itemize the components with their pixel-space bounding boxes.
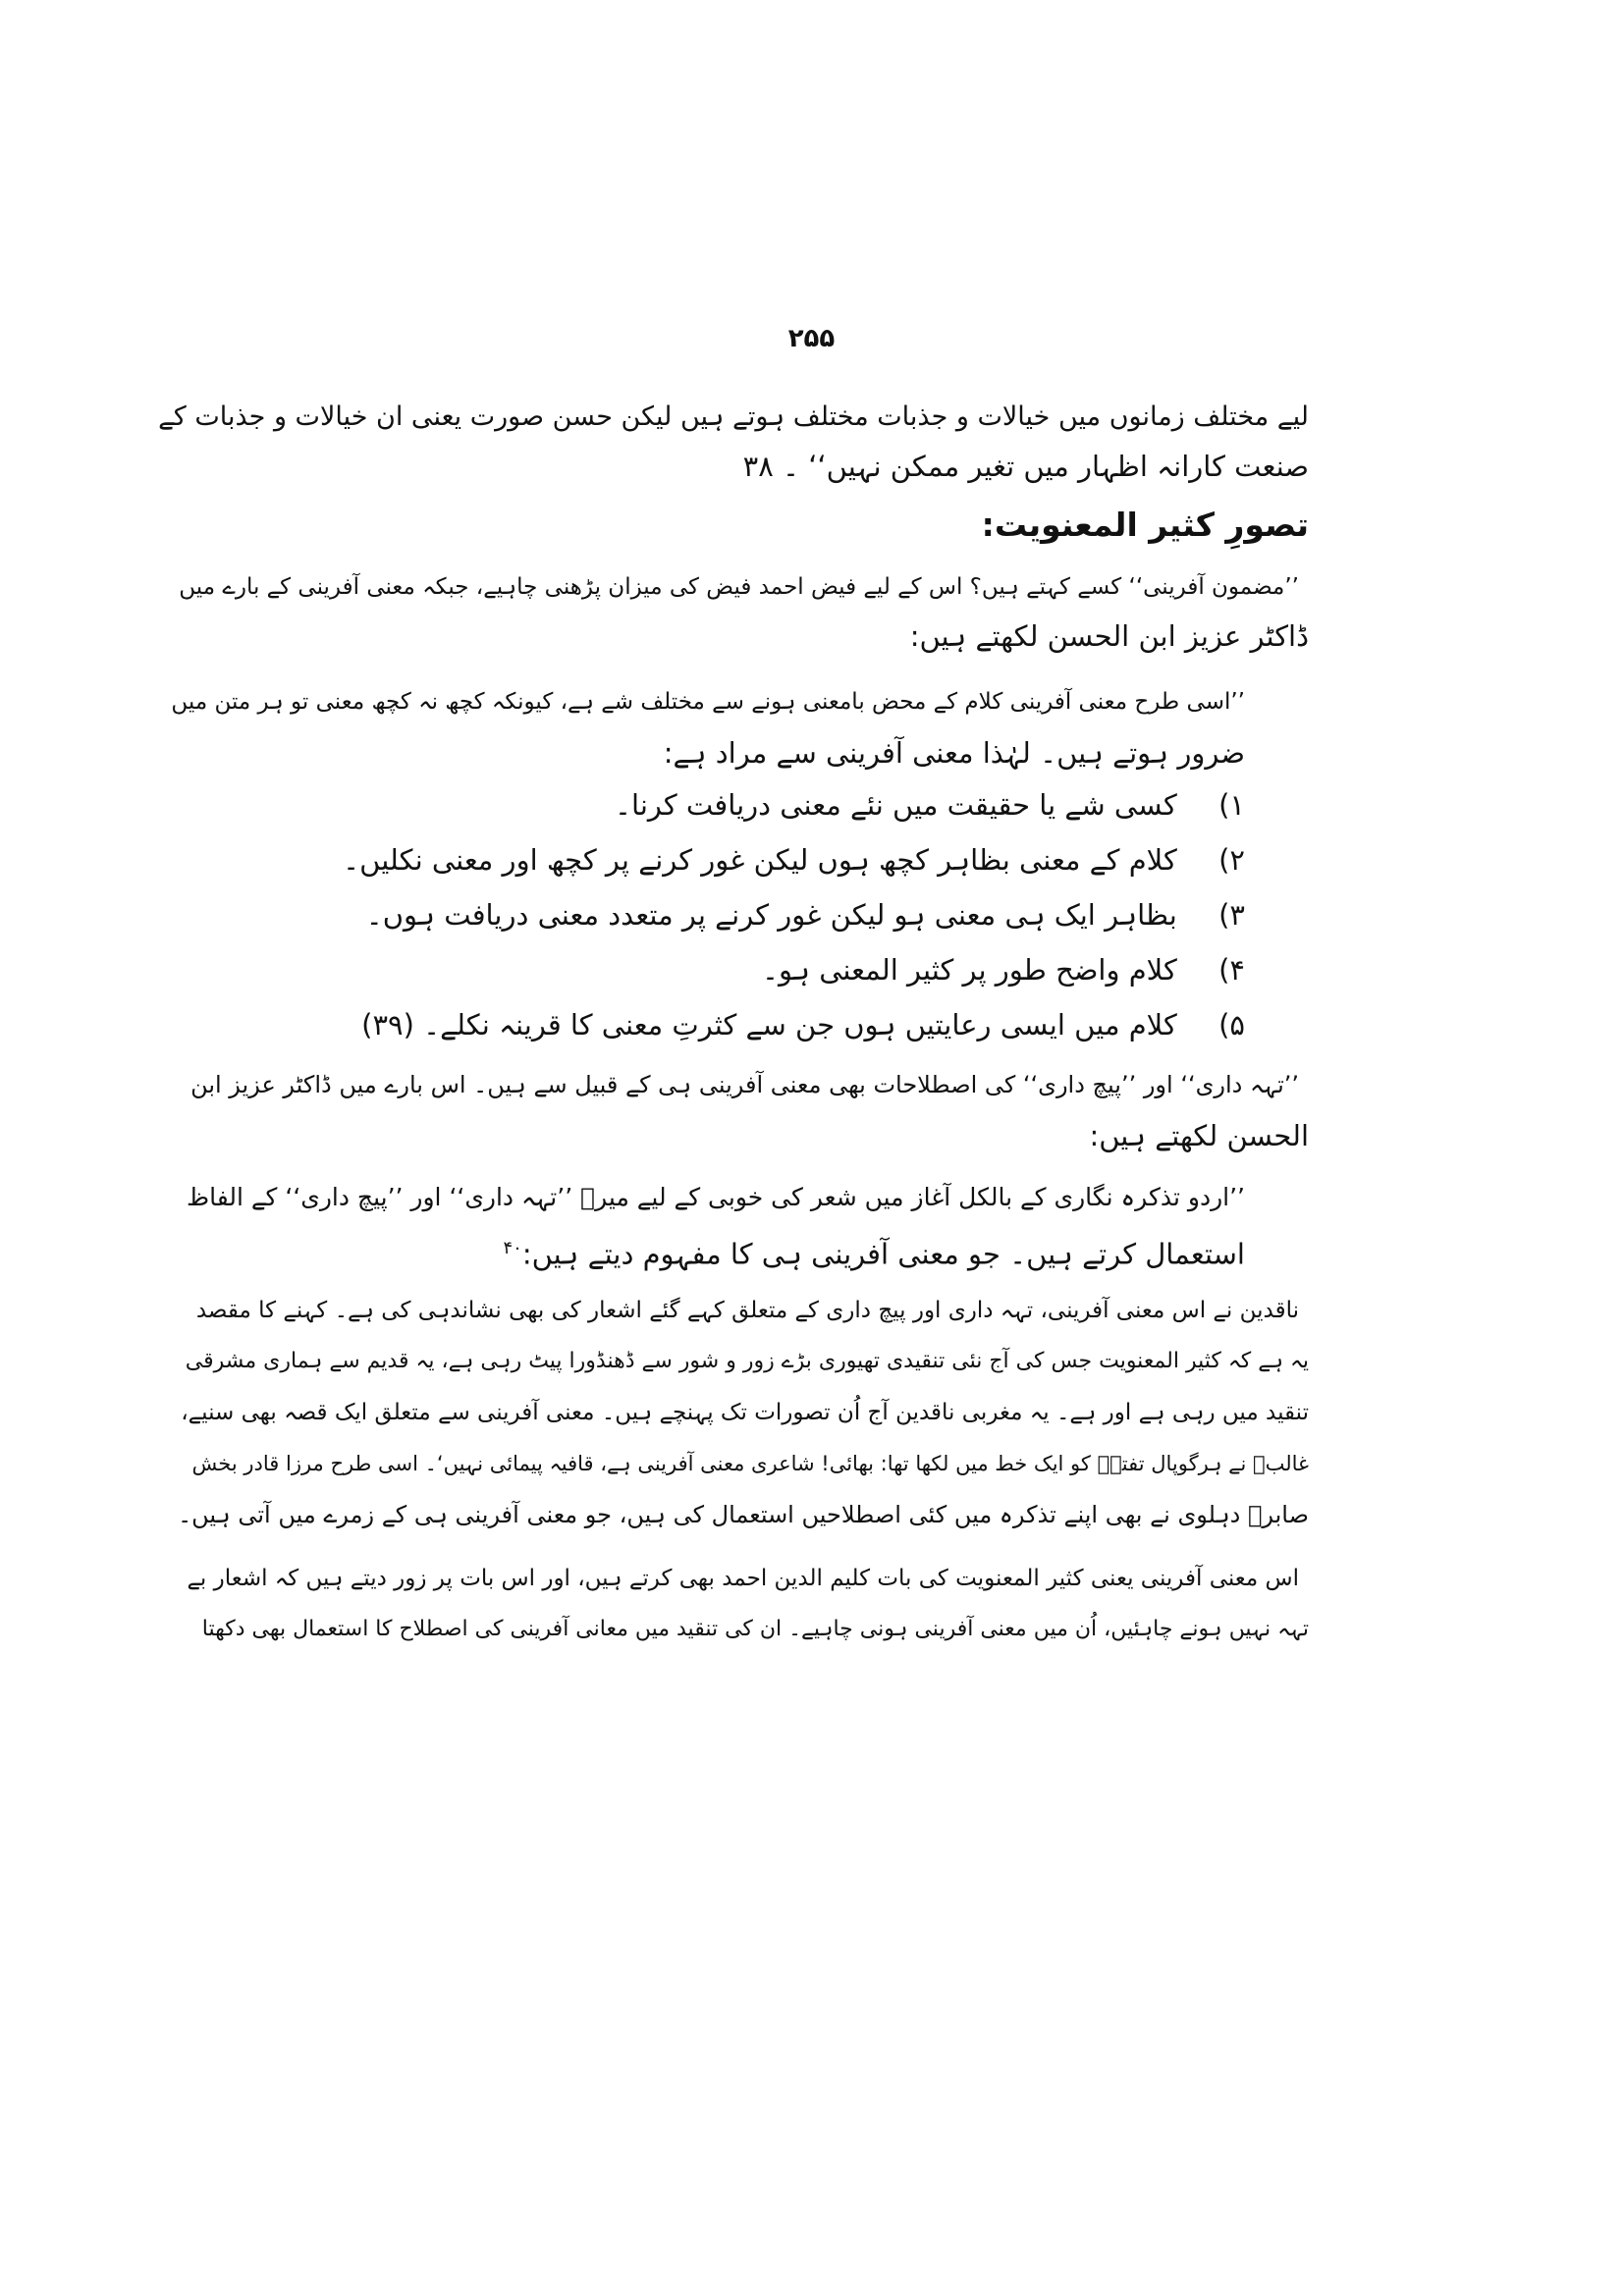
list-item	[343, 840, 1245, 880]
quote-1-line-1: ’’اسی طرح معنی آفرینی کلام کے محض بامعنی ہونے سے مختلف شے ہے، کیونکہ کچھ نہ کچھ معنی تو ہر متن میں	[171, 689, 1245, 715]
list-item-text: کسی شے یا حقیقت میں نئے معنی دریافت کرنا۔	[615, 788, 1177, 822]
paragraph-1-line-1: ’’مضمون آفرینی‘‘ کسے کہتے ہیں؟ اس کے لیے فیض احمد فیض کی میزان پڑھنی چاہیے، جبکہ معنی آفرینی کے بارے میں	[179, 574, 1299, 600]
list-item	[366, 895, 1245, 934]
list-item-number: ۵)	[1218, 1008, 1245, 1041]
paragraph-3-line-2: یہ ہے کہ کثیر المعنویت جس کی آج نئی تنقیدی تھیوری بڑے زور و شور سے ڈھنڈورا پیٹ رہی ہے، یہ قدیم سے ہماری مشرقی	[185, 1349, 1309, 1373]
quote-2-line-2	[503, 1229, 1245, 1274]
quote-1-line-2: ضرور ہوتے ہیں۔ لہٰذا معنی آفرینی سے مراد ہے:	[663, 736, 1245, 770]
list-item	[762, 950, 1245, 989]
continuation-line-1: لیے مختلف زمانوں میں خیالات و جذبات مختلف ہوتے ہیں لیکن حسن صورت یعنی ان خیالات و جذبات کے	[158, 401, 1309, 432]
list-item-text: کلام واضح طور پر کثیر المعنی ہو۔	[762, 953, 1177, 987]
quote-2-line-1: ’’اردو تذکرہ نگاری کے بالکل آغاز میں شعر کی خوبی کے لیے میرؔ ’’تہہ داری‘‘ اور ’’پیچ داری‘‘ کے الفاظ	[186, 1183, 1245, 1211]
paragraph-2-line-1: ’’تہہ داری‘‘ اور ’’پیچ داری‘‘ کی اصطلاحات بھی معنی آفرینی ہی کے قبیل سے ہیں۔ اس بارے میں ڈاکٹر عزیز ابن	[190, 1071, 1299, 1098]
list-item	[615, 785, 1245, 825]
list-item-text: کلام کے معنی بظاہر کچھ ہوں لیکن غور کرنے پر کچھ اور معنی نکلیں۔	[343, 843, 1177, 877]
list-item-number: ۲)	[1218, 843, 1245, 877]
page-number: ۲۵۵	[787, 324, 836, 353]
list-item	[361, 1005, 1245, 1044]
paragraph-1-line-2: ڈاکٹر عزیز ابن الحسن لکھتے ہیں:	[909, 619, 1309, 653]
paragraph-3-line-3: تنقید میں رہی ہے اور ہے۔ یہ مغربی ناقدین آج اُن تصورات تک پہنچے ہیں۔ معنی آفرینی سے متعلق ایک قصہ بھی سنیے،	[181, 1400, 1309, 1425]
footnote-ref: ۴۰	[503, 1238, 522, 1258]
list-item-text: کلام میں ایسی رعایتیں ہوں جن سے کثرتِ معنی کا قرینہ نکلے۔ (۳۹)	[361, 1008, 1177, 1041]
continuation-line-2: صنعت کارانہ اظہار میں تغیر ممکن نہیں‘‘ ۔ ۳۸	[742, 450, 1309, 483]
paragraph-3-line-1: ناقدین نے اس معنی آفرینی، تہہ داری اور پیچ داری کے متعلق کہے گئے اشعار کی بھی نشاندہی کی ہے۔ کہنے کا مقصد	[195, 1298, 1299, 1323]
list-item-text: بظاہر ایک ہی معنی ہو لیکن غور کرنے پر متعدد معنی دریافت ہوں۔	[365, 898, 1177, 932]
section-heading: تصورِ کثیر المعنویت:	[981, 506, 1309, 544]
paragraph-4-line-1: اس معنی آفرینی یعنی کثیر المعنویت کی بات کلیم الدین احمد بھی کرتے ہیں، اور اس بات پر زور دیتے ہیں کہ اشعار بے	[187, 1566, 1299, 1591]
quote-2-text: استعمال کرتے ہیں۔ جو معنی آفرینی ہی کا مفہوم دیتے ہیں:	[521, 1237, 1245, 1271]
list-item-number: ۳)	[1218, 898, 1245, 932]
list-item-number: ۴)	[1218, 953, 1245, 987]
list-item-number: ۱)	[1218, 788, 1245, 822]
paragraph-3-line-5: صابرؔ دہلوی نے بھی اپنے تذکرہ میں کئی اصطلاحیں استعمال کی ہیں، جو معنی آفرینی ہی کے زمرے میں آتی ہیں۔	[178, 1501, 1309, 1528]
paragraph-3-line-4: غالبؔ نے ہرگوپال تفتہؔ کو ایک خط میں لکھا تھا: بھائی! شاعری معنی آفرینی ہے، قافیہ پیمائی نہیں‘۔ اسی طرح مرزا قادر بخش	[191, 1452, 1309, 1475]
paragraph-4-line-2: تہہ نہیں ہونے چاہئیں، اُن میں معنی آفرینی ہونی چاہیے۔ ان کی تنقید میں معانی آفرینی کی اصطلاح کا استعمال بھی دکھتا	[201, 1617, 1309, 1641]
paragraph-2-line-2: الحسن لکھتے ہیں:	[1089, 1119, 1309, 1152]
